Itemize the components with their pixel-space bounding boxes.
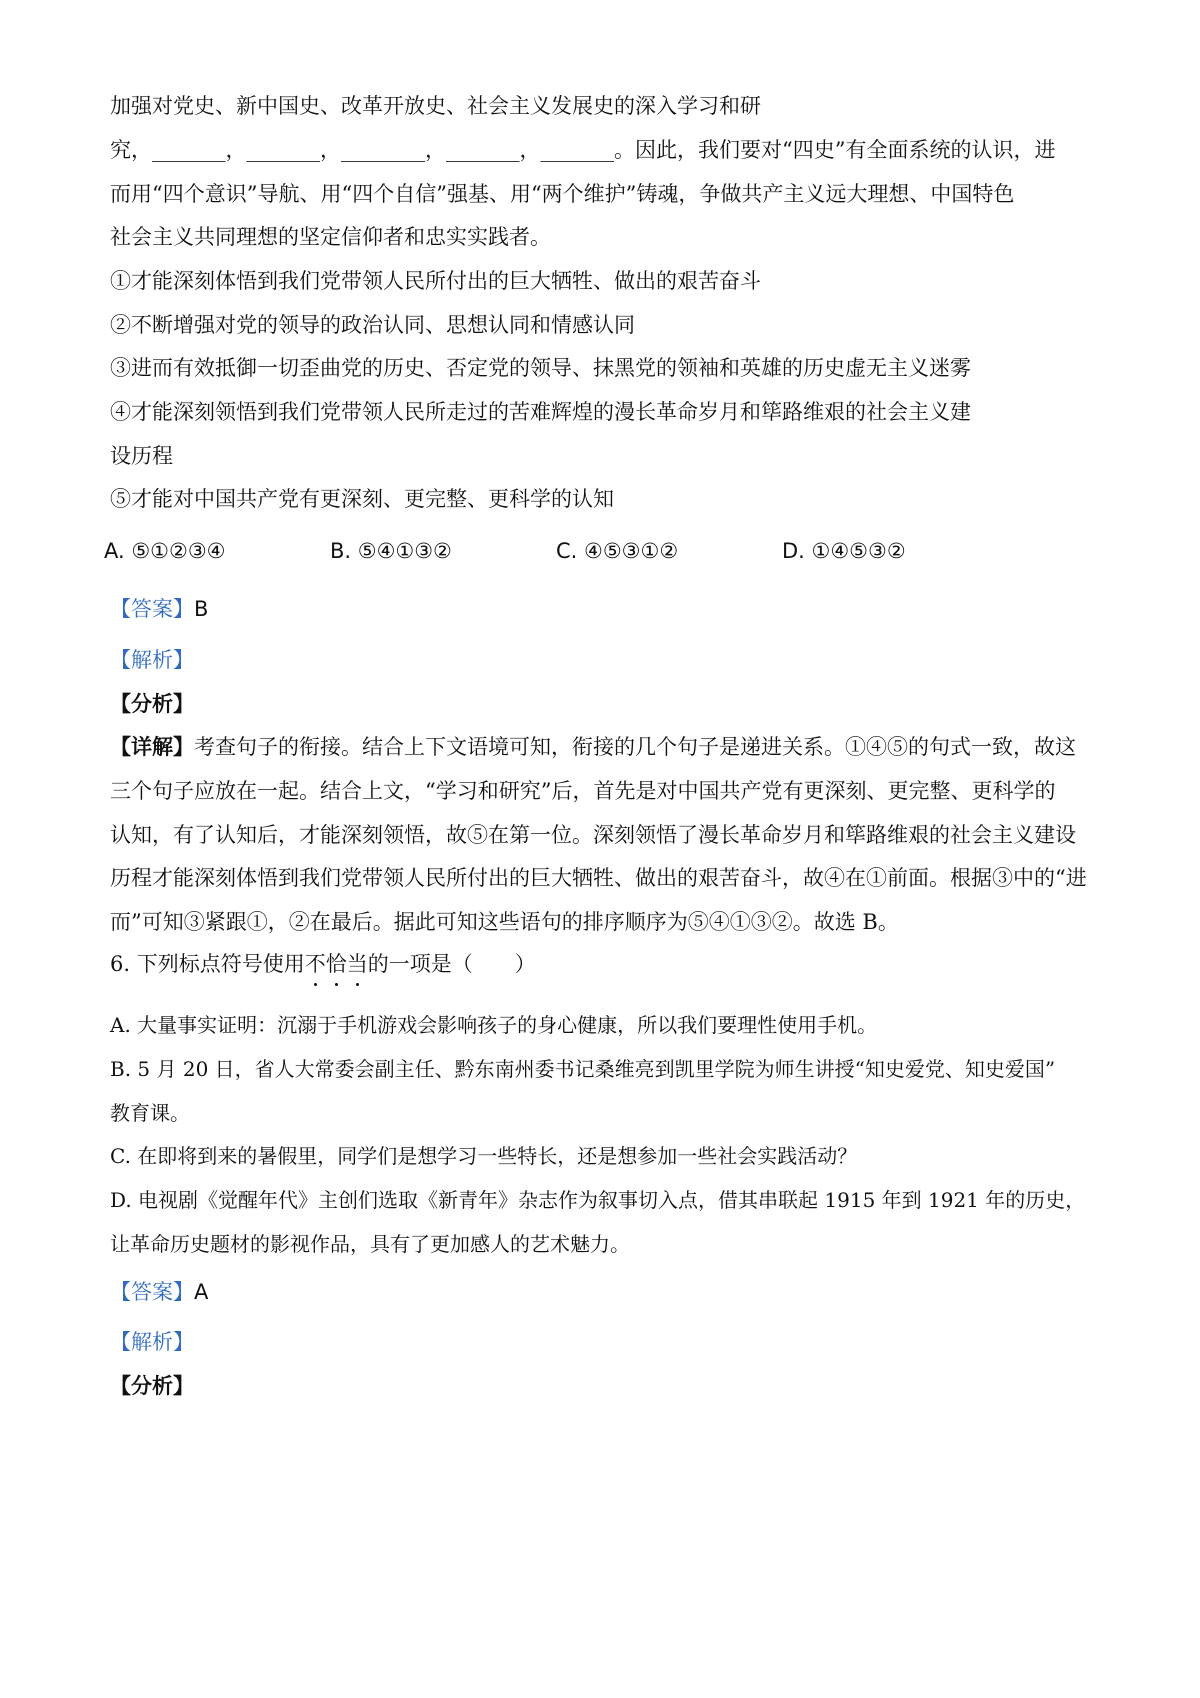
detail-line-2: 三个句子应放在一起。结合上文，“学习和研究”后，首先是对中国共产党有更深刻、更完整、更科学的 [110, 779, 1056, 803]
sentence-4: ④才能深刻领悟到我们党带领人民所走过的苦难辉煌的漫长革命岁月和筚路维艰的社会主义建 [110, 400, 971, 424]
q6-prefix: 6. 下列标点符号使用 [110, 952, 305, 976]
q5-option-d: D. ①④⑤③② [782, 539, 906, 563]
q6-option-b-cont: 教育课。 [110, 1101, 190, 1125]
sentence-4-cont: 设历程 [110, 444, 173, 468]
sentence-1: ①才能深刻体悟到我们党带领人民所付出的巨大牺牲、做出的艰苦奋斗 [110, 269, 761, 293]
detail-tag: 【详解】 [110, 734, 194, 759]
passage-line-4: 社会主义共同理想的坚定信仰者和忠实实践者。 [110, 225, 551, 249]
sentence-3: ③进而有效抵御一切歪曲党的历史、否定党的领导、抹黑党的领袖和英雄的历史虚无主义迷雾 [110, 356, 971, 380]
detail-line-5: 而”可知③紧跟①，②在最后。据此可知这些语句的排序顺序为⑤④①③②。故选 B。 [110, 910, 899, 934]
answer-value: B [194, 597, 209, 621]
q6-answer [110, 1277, 1110, 1307]
sentence-5: ⑤才能对中国共产党有更深刻、更完整、更科学的认知 [110, 487, 614, 511]
sentence-2: ②不断增强对党的领导的政治认同、思想认同和情感认同 [110, 313, 635, 337]
answer-tag: 【答案】 [110, 1280, 194, 1304]
detail-text-1: 考查句子的衔接。结合上下文语境可知，衔接的几个句子是递进关系。①④⑤的句式一致，故这 [194, 735, 1076, 759]
emphasis-char-3: 当 [347, 949, 368, 979]
q6-stem [110, 949, 1110, 979]
passage-line-3: 而用“四个意识”导航、用“四个自信”强基、用“两个维护”铸魂，争做共产主义远大理想、中国特色 [110, 182, 1015, 206]
q5-fenxi: 【分析】 [110, 691, 194, 716]
detail-line-1 [110, 732, 1110, 762]
passage-line-1: 加强对党史、新中国史、改革开放史、社会主义发展史的深入学习和研 [110, 94, 761, 118]
q5-option-a: A. ⑤①②③④ [104, 539, 226, 563]
q6-fenxi: 【分析】 [110, 1373, 194, 1398]
q5-answer [110, 594, 1110, 624]
q6-suffix: 的一项是（ ） [367, 952, 536, 976]
q6-option-b: B. 5 月 20 日，省人大常委会副主任、黔东南州委书记桑维亮到凯里学院为师生讲授“知史爱党、知史爱国” [110, 1057, 1056, 1081]
q6-option-d-cont: 让革命历史题材的影视作品，具有了更加感人的艺术魅力。 [110, 1232, 630, 1256]
q5-jiexi: 【解析】 [110, 648, 194, 672]
emphasis-char-1: 不 [305, 949, 326, 979]
q5-option-b: B. ⑤④①③② [330, 539, 452, 563]
answer-tag: 【答案】 [110, 597, 194, 621]
q6-jiexi: 【解析】 [110, 1330, 194, 1354]
detail-line-3: 认知，有了认知后，才能深刻领悟，故⑤在第一位。深刻领悟了漫长革命岁月和筚路维艰的社会主义建设 [110, 823, 1076, 847]
emphasis-char-2: 恰 [326, 949, 347, 979]
detail-line-4: 历程才能深刻体悟到我们党带领人民所付出的巨大牺牲、做出的艰苦奋斗，故④在①前面。根据③中的“进 [110, 866, 1087, 890]
q5-option-c: C. ④⑤③①② [556, 539, 679, 563]
q6-option-d: D. 电视剧《觉醒年代》主创们选取《新青年》杂志作为叙事切入点，借其串联起 1915 年到 1921 年的历史， [110, 1188, 1086, 1212]
q6-option-a: A. 大量事实证明：沉溺于手机游戏会影响孩子的身心健康，所以我们要理性使用手机。 [110, 1013, 878, 1037]
answer-value: A [194, 1280, 209, 1304]
passage-line-2: 究，_______，_______，________，_______，_______。因此，我们要对“四史”有全面系统的认识，进 [110, 138, 1056, 162]
q6-option-c: C. 在即将到来的暑假里，同学们是想学习一些特长，还是想参加一些社会实践活动？ [110, 1144, 858, 1168]
